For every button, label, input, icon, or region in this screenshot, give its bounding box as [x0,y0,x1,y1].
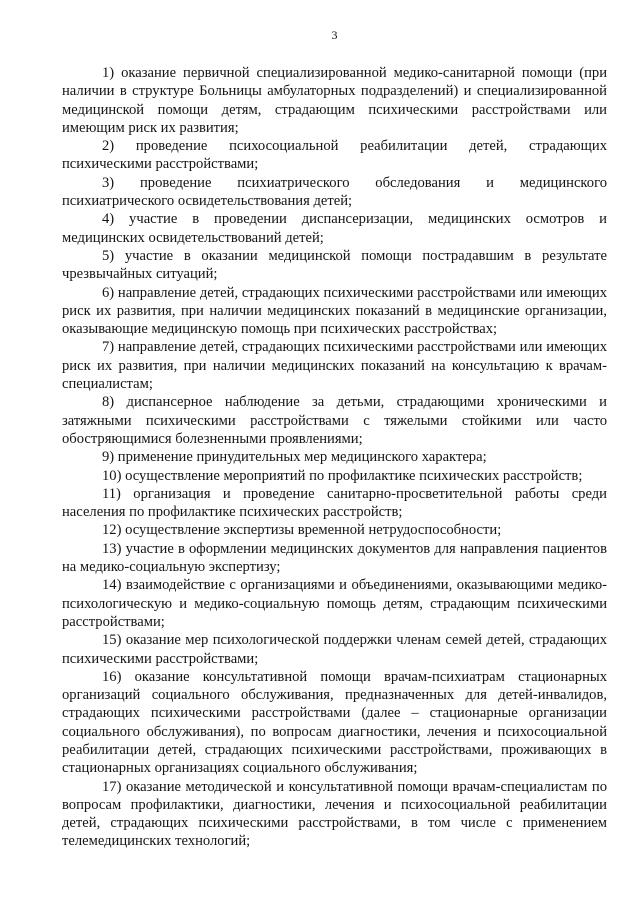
paragraph-9: 9) применение принудительных мер медицинского характера; [102,449,487,466]
document-page [62,28,607,851]
paragraph-8: 8) диспансерное наблюдение за детьми, страдающими хроническими и затяжными психическими расстройствами с тяжелыми стойкими или часто обостряющимися болезненными проявлениями; [62,394,607,447]
paragraph-14: 14) взаимодействие с организациями и объединениями, оказывающими медико-психологическую и медико-социальную помощь детям, страдающим психическими расстройствами; [62,577,607,630]
paragraph-17: 17) оказание методической и консультативной помощи врачам-специалистам по вопросам профилактики, диагностики, лечения и психосоциальной реабилитации детей, страдающих психическими расстройствами, в том числе с применением телемедицинских технологий; [62,778,607,850]
paragraph-7: 7) направление детей, страдающих психическими расстройствами или имеющих риск их развития, при наличии медицинских показаний на консультацию к врачам-специалистам; [62,339,607,393]
page-number: 3 [331,28,338,42]
paragraph-11: 11) организация и проведение санитарно-просветительной работы среди населения по профилактике психических расстройств; [62,485,607,521]
paragraph-5: 5) участие в оказании медицинской помощи пострадавшим в результате чрезвычайных ситуаций; [62,247,607,283]
paragraph-3: 3) проведение психиатрического обследования и медицинского психиатрического освидетельствования детей; [62,174,607,210]
paragraph-13: 13) участие в оформлении медицинских документов для направления пациентов на медико-социальную экспертизу; [62,540,607,576]
paragraph-1: 1) оказание первичной специализированной медико-санитарной помощи (при наличии в структуре Больницы амбулаторных подразделений) и специализированной медицинской помощи детям, страдающим психическими расстройствами или имеющим риск их развития; [62,65,607,136]
paragraph-12: 12) осуществление экспертизы временной нетрудоспособности; [102,522,502,539]
paragraph-16: 16) оказание консультативной помощи врачам-психиатрам стационарных организаций социального обслуживания, предназначенных для детей-инвалидов, страдающих психическими расстройствами (далее – стационарные организации социального обслуживания), по вопросам диагностики, лечения и психосоциальной реабилитации детей, страдающих психическими расстройствами, проживающих в стационарных организациях социального обслуживания; [62,668,607,777]
paragraph-10: 10) осуществление мероприятий по профилактике психических расстройств; [102,467,583,484]
paragraph-2: 2) проведение психосоциальной реабилитации детей, страдающих психическими расстройствами; [62,138,607,173]
paragraph-6: 6) направление детей, страдающих психическими расстройствами или имеющих риск их развития, при наличии медицинских показаний в медицинские организации, оказывающие медицинскую помощь при психических расстройствах; [62,284,607,338]
paragraph-4: 4) участие в проведении диспансеризации, медицинских осмотров и медицинских освидетельствований детей; [62,211,607,246]
paragraph-15: 15) оказание мер психологической поддержки членам семей детей, страдающих психическими расстройствами; [62,632,607,667]
